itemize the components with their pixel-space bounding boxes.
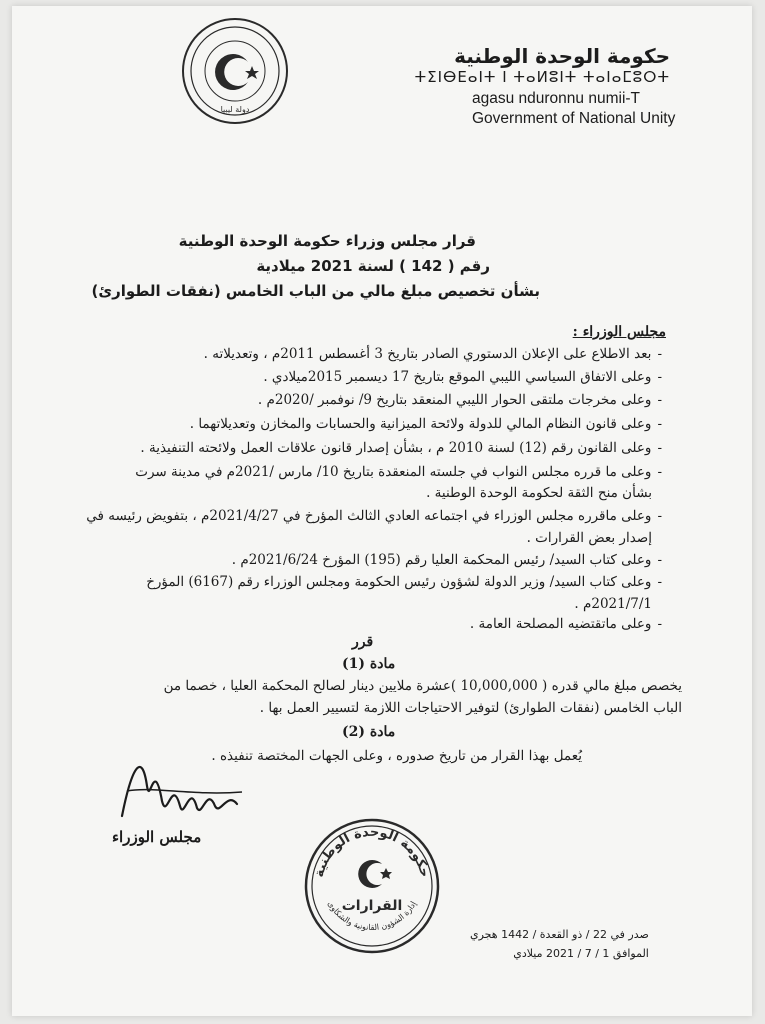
stamp-bottom-text: إدارة الشؤون القانونية والشكاوى — [325, 899, 419, 933]
preamble-clause: -وعلى القانون رقم (12) لسنة 2010 م ، بشأن إصدار قانون علاقات العمل ولائحته التنفيذية . — [140, 440, 662, 456]
header-tifinagh-name: ⵜⵉⵏⴱⴹⴰⵏⵜ ⵏ ⵜⴰⵍⵓⵏⵜ ⵜⴰⵏⴰⵎⵓⵔⵜ — [414, 68, 670, 86]
preamble-clause: -وعلى مخرجات ملتقى الحوار الليبي المنعقد بتاريخ 9/ نوفمبر /2020م . — [257, 392, 662, 408]
decision-subject: بشأن تخصيص مبلغ مالي من الباب الخامس (نفقات الطوارئ) — [91, 282, 540, 300]
preamble-clause: -وعلى كتاب السيد/ رئيس المحكمة العليا رقم (195) المؤرخ 2021/6/24م . — [231, 552, 662, 568]
hijri-date: صدر في 22 / ذو القعدة / 1442 هجري — [470, 928, 649, 941]
seal-top-label: دولة ليبيا — [220, 105, 250, 114]
clause-continuation: إصدار بعض القرارات . — [526, 530, 652, 546]
article-1-text: الباب الخامس (نفقات الطوارئ) لتوفير الاحتياجات اللازمة لتسيير العمل بها . — [259, 700, 682, 716]
header-amazigh-latin-name: agasu nduronnu numii-T — [472, 90, 641, 107]
signature-icon — [112, 746, 252, 836]
council-heading: مجلس الوزراء : — [572, 324, 666, 340]
preamble-clause: -وعلى الاتفاق السياسي الليبي الموقع بتاريخ 17 ديسمبر 2015ميلادي . — [263, 369, 662, 385]
preamble-clause: -بعد الاطلاع على الإعلان الدستوري الصادر بتاريخ 3 أغسطس 2011م ، وتعديلاته . — [203, 346, 662, 362]
gregorian-date: الموافق 1 / 7 / 2021 ميلادي — [513, 947, 649, 960]
article-2-heading: مادة (2) — [342, 724, 396, 740]
decision-title: قرار مجلس وزراء حكومة الوحدة الوطنية — [178, 232, 476, 250]
preamble-clause: -وعلى ماتقتضيه المصلحة العامة . — [469, 616, 662, 632]
preamble-clause: -وعلى كتاب السيد/ وزير الدولة لشؤون رئيس الحكومة ومجلس الوزراء رقم (6167) المؤرخ — [146, 574, 662, 590]
stamp-center-text: القرارات — [341, 898, 403, 914]
decided-heading: قرر — [352, 634, 374, 650]
preamble-clause: -وعلى ما قرره مجلس النواب في جلسته المنعقدة بتاريخ 10/ مارس /2021م في مدينة سرت — [135, 464, 662, 480]
svg-text:حكومة الوحدة الوطنية — [312, 825, 432, 879]
header-english-name: Government of National Unity — [472, 110, 676, 127]
issue-date-reference — [470, 928, 649, 960]
decision-number: رقم ( 142 ) لسنة 2021 ميلادية — [256, 257, 490, 275]
government-seal-icon — [180, 16, 290, 126]
preamble-clause: -وعلى ماقرره مجلس الوزراء في اجتماعه العادي الثالث المؤرخ في 2021/4/27م ، بتفويض رئيسه في — [86, 508, 662, 524]
article-1-text: يخصص مبلغ مالي قدره ( 10,000,000 )عشرة ملايين دينار لصالح المحكمة العليا ، خصما من — [163, 678, 682, 694]
clause-continuation: 2021/7/1م . — [574, 596, 652, 612]
article-2-text: يُعمل بهذا القرار من تاريخ صدوره ، وعلى الجهات المختصة تنفيذه . — [211, 748, 582, 764]
clause-continuation: بشأن منح الثقة لحكومة الوحدة الوطنية . — [426, 485, 652, 501]
decisions-stamp-icon — [302, 816, 442, 956]
header-arabic-name: حكومة الوحدة الوطنية — [454, 44, 670, 68]
signature-title: مجلس الوزراء — [112, 828, 202, 846]
article-1-heading: مادة (1) — [342, 656, 396, 672]
document-page — [12, 6, 752, 1016]
preamble-clause: -وعلى قانون النظام المالي للدولة ولائحة الميزانية والحسابات والمخازن وتعديلاتهما . — [189, 416, 662, 432]
stamp-outer-text: حكومة الوحدة الوطنية — [311, 824, 433, 879]
